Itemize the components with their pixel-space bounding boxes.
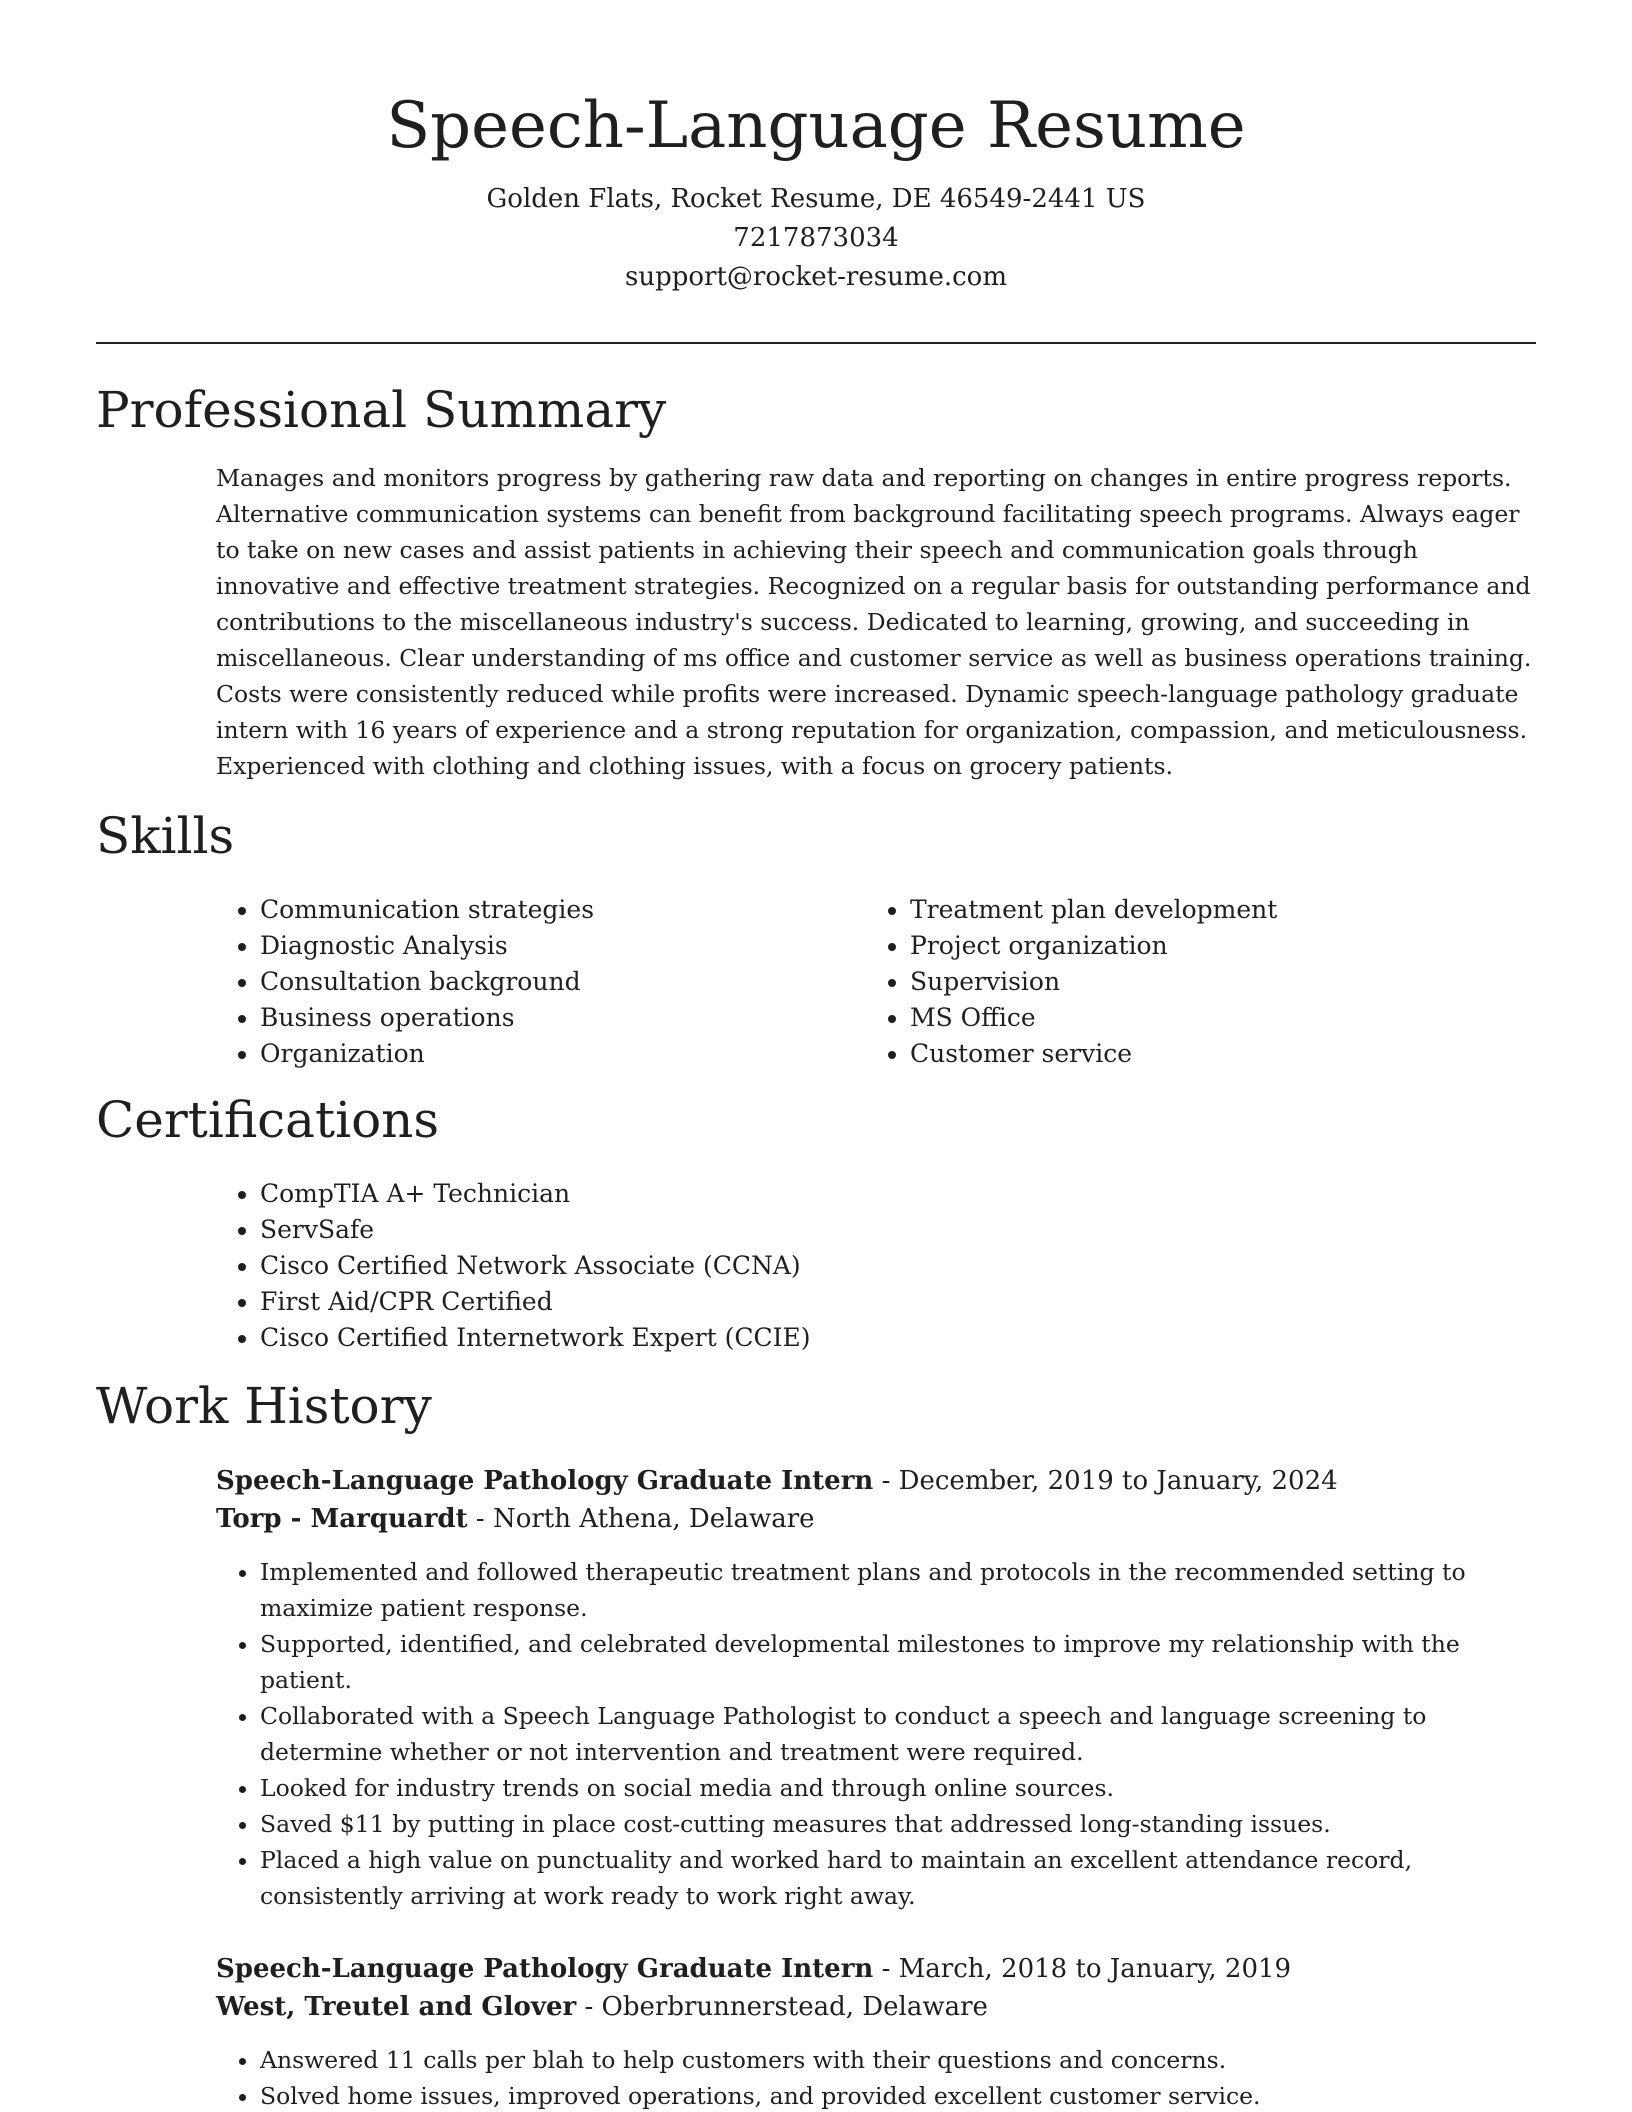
resume-header xyxy=(0,0,1632,297)
job-company: Torp - Marquardt xyxy=(216,1504,468,1534)
resume-title: Speech-Language Resume xyxy=(386,89,1246,163)
skill-item: • Supervision xyxy=(910,964,1516,1000)
skills-list-right xyxy=(866,892,1516,1072)
job-dates: December, 2019 to January, 2024 xyxy=(898,1466,1338,1496)
skills-column-right xyxy=(866,892,1516,1072)
job-bullet: • Saved $11 by putting in place cost-cutting measures that addressed long-standing issues. xyxy=(260,1806,1556,1842)
job-bullet: • Looked for industry trends on social media and through online sources. xyxy=(260,1770,1556,1806)
job-separator: - xyxy=(873,1954,899,1984)
certification-item: • Cisco Certified Internetwork Expert (CCIE) xyxy=(260,1320,1416,1356)
skill-item: • Consultation background xyxy=(260,964,836,1000)
skills-column-left xyxy=(216,892,836,1072)
job-company: West, Treutel and Glover xyxy=(216,1992,577,2022)
job-bullet: • Collaborated with a Speech Language Pathologist to conduct a speech and language screening to determine whether or not intervention and treatment were required. xyxy=(260,1698,1556,1770)
skills-heading: Skills xyxy=(96,807,235,865)
job-bullet: • Placed a high value on punctuality and worked hard to maintain an excellent attendance record, consistently arriving at work ready to work right away. xyxy=(260,1842,1556,1914)
job-separator: - xyxy=(576,1992,602,2022)
contact-block xyxy=(0,180,1632,297)
skill-item: • Organization xyxy=(260,1036,836,1072)
skill-item: • Treatment plan development xyxy=(910,892,1516,928)
header-divider xyxy=(96,342,1536,344)
contact-phone: 7217873034 xyxy=(733,223,899,253)
skill-item: • Diagnostic Analysis xyxy=(260,928,836,964)
job-location: Oberbrunnerstead, Delaware xyxy=(601,1992,988,2022)
job-bullets xyxy=(216,2042,1556,2112)
work-history-heading: Work History xyxy=(96,1377,432,1435)
job-bullet: • Answered 11 calls per blah to help customers with their questions and concerns. xyxy=(260,2042,1556,2078)
job-title-line xyxy=(216,1950,1556,1988)
job-separator: - xyxy=(873,1466,899,1496)
certification-item: • Cisco Certified Network Associate (CCNA) xyxy=(260,1248,1416,1284)
skill-item: • Communication strategies xyxy=(260,892,836,928)
contact-email: support@rocket-resume.com xyxy=(624,262,1007,292)
job-title: Speech-Language Pathology Graduate Intern xyxy=(216,1466,874,1496)
job-entry xyxy=(216,1462,1556,1914)
job-bullet: • Solved home issues, improved operations, and provided excellent customer service. xyxy=(260,2078,1556,2112)
skill-item: • MS Office xyxy=(910,1000,1516,1036)
summary-text: Manages and monitors progress by gathering raw data and reporting on changes in entire progress reports. Alternative communication systems can benefit from background facilitating speech programs. Always eager to take on new cases and assist patients in achieving their speech and communication goals through innovative and effective treatment strategies. Recognized on a regular basis for outstanding performance and contributions to the miscellaneous industry's success. Dedicated to learning, growing, and succeeding in miscellaneous. Clear understanding of ms office and customer service as well as business operations training. Costs were consistently reduced while profits were increased. Dynamic speech-language pathology graduate intern with 16 years of experience and a strong reputation for organization, compassion, and meticulousness. Experienced with clothing and clothing issues, with a focus on grocery patients. xyxy=(216,464,1532,780)
job-company-line xyxy=(216,1988,1556,2026)
skill-item: • Business operations xyxy=(260,1000,836,1036)
skill-item: • Customer service xyxy=(910,1036,1516,1072)
job-bullets xyxy=(216,1554,1556,1914)
job-dates: March, 2018 to January, 2019 xyxy=(898,1954,1292,1984)
certification-item: • ServSafe xyxy=(260,1212,1416,1248)
job-separator: - xyxy=(467,1504,493,1534)
job-entry xyxy=(216,1950,1556,2112)
job-bullet: • Implemented and followed therapeutic treatment plans and protocols in the recommended setting to maximize patient response. xyxy=(260,1554,1556,1626)
job-location: North Athena, Delaware xyxy=(492,1504,815,1534)
job-title: Speech-Language Pathology Graduate Intern xyxy=(216,1954,874,1984)
job-title-line xyxy=(216,1462,1556,1500)
summary-heading: Professional Summary xyxy=(96,381,667,439)
certification-item: • CompTIA A+ Technician xyxy=(260,1176,1416,1212)
job-company-line xyxy=(216,1500,1556,1538)
skills-list-left xyxy=(216,892,836,1072)
certifications-list xyxy=(216,1176,1416,1356)
certification-item: • First Aid/CPR Certified xyxy=(260,1284,1416,1320)
certifications-block xyxy=(216,1176,1416,1356)
skill-item: • Project organization xyxy=(910,928,1516,964)
contact-address: Golden Flats, Rocket Resume, DE 46549-2441 US xyxy=(486,184,1146,214)
job-bullet: • Supported, identified, and celebrated developmental milestones to improve my relationship with the patient. xyxy=(260,1626,1556,1698)
certifications-heading: Certifications xyxy=(96,1091,440,1149)
